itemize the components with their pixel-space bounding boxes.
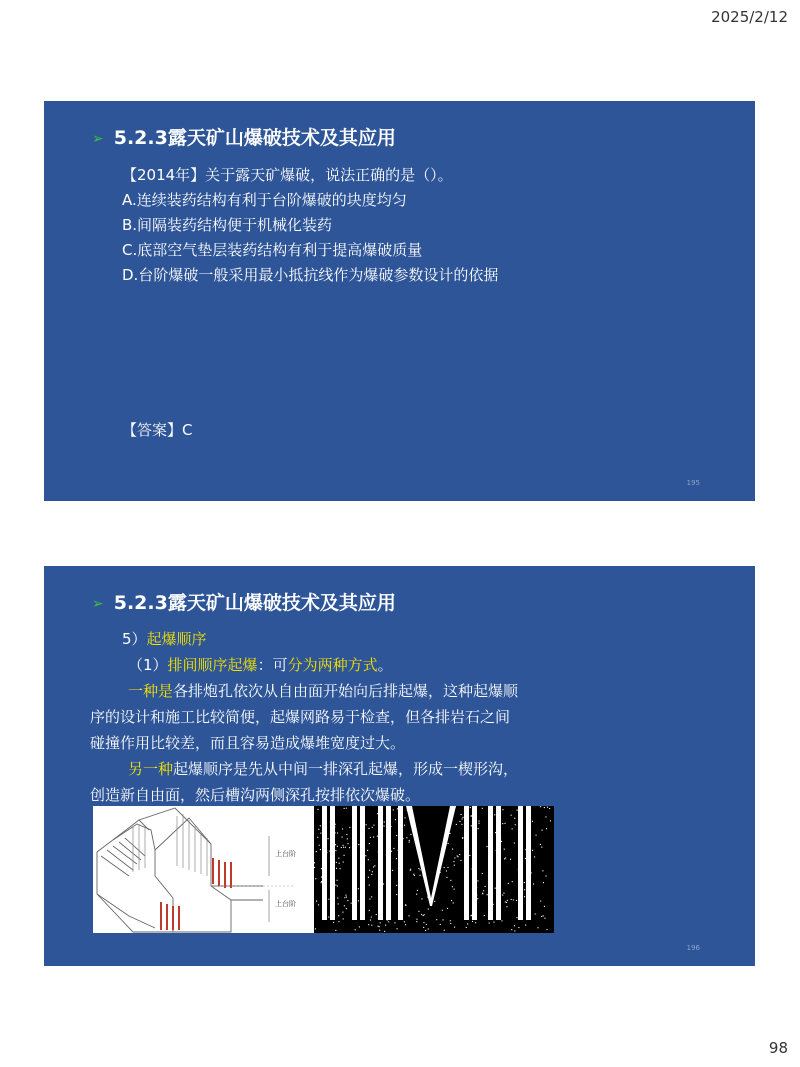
item-5-heading [90, 626, 560, 652]
upper-bench-label-2: 上台阶 [275, 900, 296, 908]
item-5-highlight: 起爆顺序 [146, 630, 207, 648]
page-date: 2025/2/12 [711, 8, 788, 26]
paragraph-1-text: 各排炮孔依次从自由面开始向后排起爆，这种起爆顺 [173, 682, 519, 700]
paragraph-2-line-2: 创造新自由面，然后槽沟两侧深孔按排依次爆破。 [90, 786, 421, 804]
item-1-end: 。 [377, 656, 393, 674]
item-1-highlight-2: 分为两种方式 [287, 656, 378, 674]
paragraph-2-highlight: 另一种 [128, 760, 174, 778]
item-1-mid: ：可 [257, 656, 288, 674]
slide-title [92, 123, 396, 150]
item-1-highlight: 排间顺序起爆 [167, 656, 258, 674]
slide-195 [44, 101, 755, 501]
slide-number: 196 [686, 944, 700, 952]
item-5-prefix: 5） [122, 630, 147, 648]
option-d: D.台阶爆破一般采用最小抵抗线作为爆破参数设计的依据 [122, 266, 499, 284]
paragraph-1-highlight: 一种是 [128, 682, 174, 700]
slide-title [92, 588, 396, 615]
paragraph-1-line-3: 碰撞作用比较差，而且容易造成爆堆宽度过大。 [90, 734, 406, 752]
question-text: 【2014年】关于露天矿爆破，说法正确的是（）。 [122, 166, 453, 184]
paragraph-1-line-1 [90, 678, 560, 704]
paragraph-2-text: 起爆顺序是先从中间一排深孔起爆，形成一楔形沟， [173, 760, 519, 778]
upper-bench-label: 上台阶 [275, 850, 296, 858]
slide-title-text: 5.2.3露天矿山爆破技术及其应用 [113, 592, 396, 614]
option-b: B.间隔装药结构便于机械化装药 [122, 216, 333, 234]
slide-196 [44, 566, 755, 966]
option-c: C.底部空气垫层装药结构有利于提高爆破质量 [122, 241, 423, 259]
wedge-cut-diagram [314, 806, 554, 933]
question-block [122, 163, 498, 288]
paragraph-1-line-2: 序的设计和施工比较简便，起爆网路易于检查，但各排岩石之间 [90, 708, 511, 726]
slide-number: 195 [686, 479, 700, 487]
item-1-prefix: （1） [128, 656, 168, 674]
arrow-bullet-icon: ➢ [92, 596, 104, 612]
option-a: A.连续装药结构有利于台阶爆破的块度均匀 [122, 191, 407, 209]
slide-body [90, 626, 560, 808]
bench-blasting-diagram [93, 806, 315, 933]
paragraph-2-line-1 [90, 756, 560, 782]
arrow-bullet-icon: ➢ [92, 131, 104, 147]
item-1-heading [90, 652, 560, 678]
slide-title-text: 5.2.3露天矿山爆破技术及其应用 [113, 127, 396, 149]
answer-text: 【答案】C [122, 421, 193, 439]
page-number: 98 [768, 1039, 788, 1057]
